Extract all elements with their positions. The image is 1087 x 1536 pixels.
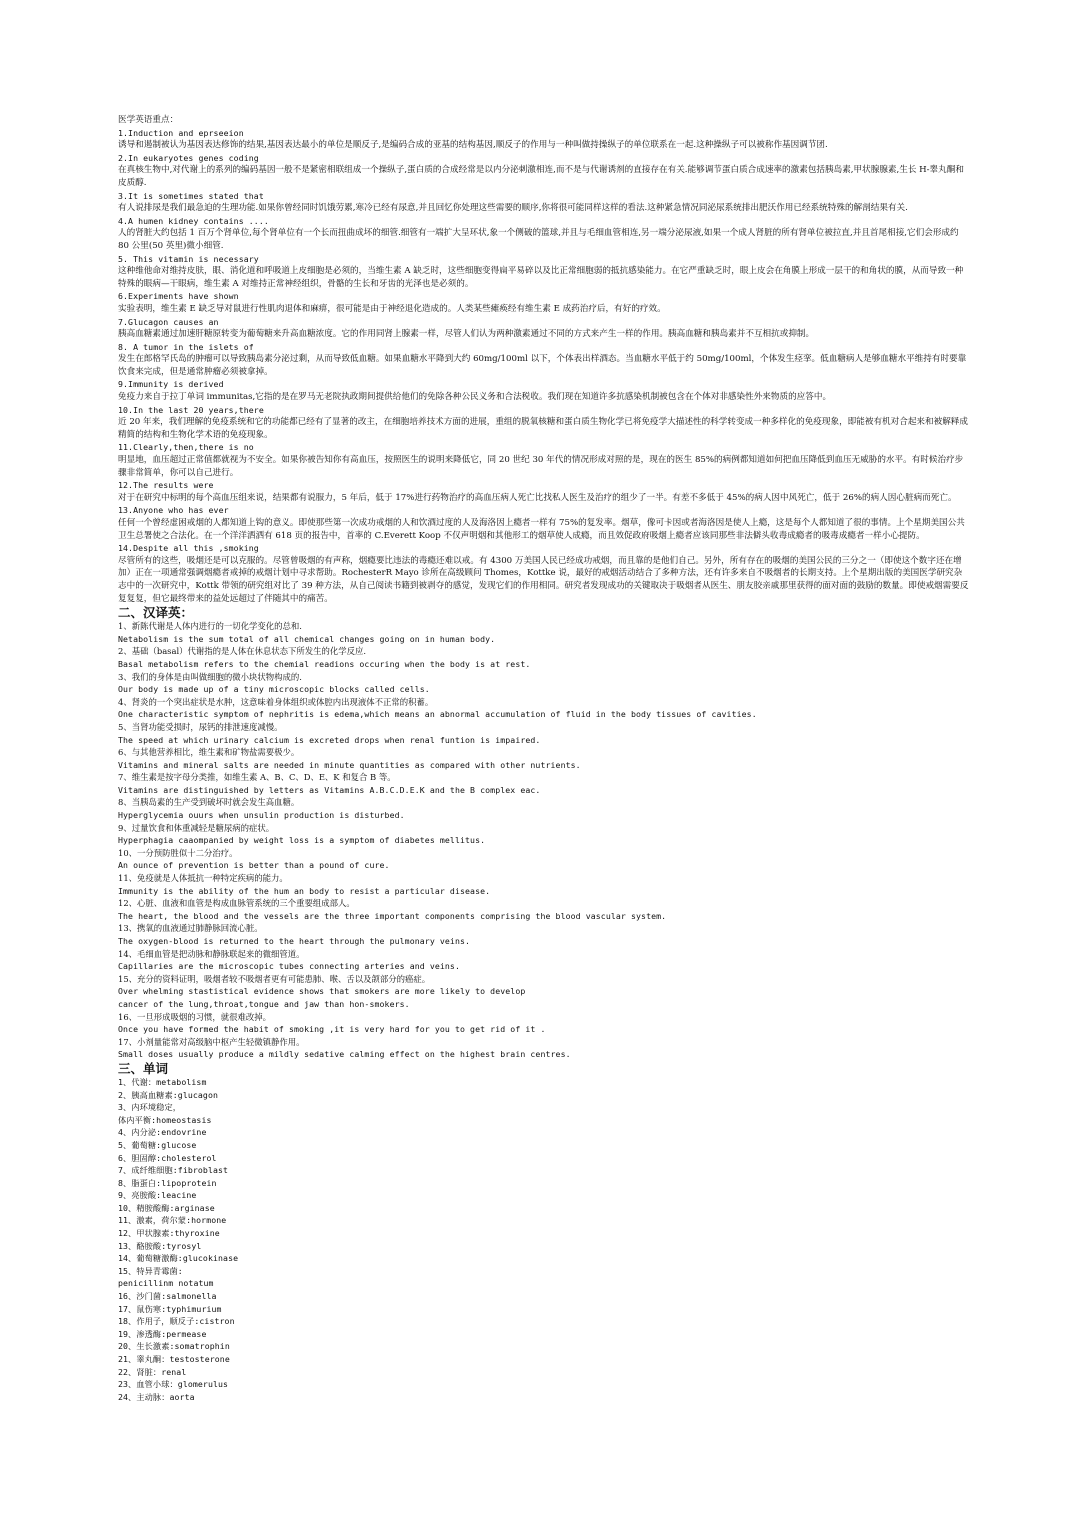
vocab-item: 23、血管小球：glomerulus xyxy=(118,1379,229,1390)
p2-cn-4: 4、肾炎的一个突出症状是水肿，这意味着身体组织或体腔内出现液体不正常的积蓄。 xyxy=(118,696,434,707)
p2-en-6: Vitamins and mineral salts are needed in minute quantities as compared with other nutrients. xyxy=(118,759,581,770)
p2-cn-14: 14、毛细血管是把动脉和静脉联起来的微细管道。 xyxy=(118,948,305,959)
vocab-item: penicillinm notatum xyxy=(118,1278,214,1289)
vocab-item: 6、胆固醇:cholesterol xyxy=(118,1152,217,1163)
p2-en-14: Capillaries are the microscopic tubes connecting arteries and veins. xyxy=(118,961,460,972)
document-title: 医学英语重点： xyxy=(118,115,179,125)
vocab-item: 19、渗透酶:permease xyxy=(118,1328,207,1339)
p2-en-3: Our body is made up of a tiny microscopic blocks called cells. xyxy=(118,684,430,695)
p2-cn-12: 12、心脏、血液和血管是构成血脉管系统的三个重要组成部人。 xyxy=(118,898,355,909)
p1-text-8: 发生在郎格罕氏岛的肿瘤可以导致胰岛素分泌过剩，从而导致低血糖。如果血糖水平降到大约 60mg/100ml 以下，个体表出样酒态。当血糖水平低于约 50mg/100ml，个体发生痉挛。低血糖病人是够血糖水平维持有时要靠饮食来完成，但是通常肿瘤必须被拿掉。 xyxy=(118,354,967,377)
vocab-item: 9、亮胺酸:leacine xyxy=(118,1190,197,1201)
part2-heading: 二、汉译英： xyxy=(118,605,194,621)
p2-cn-3: 3、我们的身体是由叫做细胞的微小块状物构成的. xyxy=(118,671,302,682)
vocab-item: 14、葡萄糖激酶:glucokinase xyxy=(118,1253,239,1264)
p2-en-2: Basal metabolism refers to the chemial readions occuring when the body is at rest. xyxy=(118,658,531,669)
p1-heading-1: 1.Induction and eprseeion xyxy=(118,127,244,138)
p2-cn-16: 16、一旦形成吸烟的习惯，就很难改掉。 xyxy=(118,1011,272,1022)
p2-cn-8: 8、当胰岛素的生产受到破坏时就会发生高血糖。 xyxy=(118,797,300,808)
p2-cn-5: 5、当肾功能受损时，尿钙的排泄速度减慢。 xyxy=(118,721,283,732)
vocab-item: 10、精胺酸酶:arginase xyxy=(118,1202,215,1213)
p2-cn-9: 9、过量饮食和体重减轻是糖尿病的症状。 xyxy=(118,822,275,833)
p1-heading-10: 10.In the last 20 years,there xyxy=(118,404,264,415)
p1-heading-12: 12.The results were xyxy=(118,480,214,491)
part2-section xyxy=(118,620,970,1061)
p2-cn-7: 7、维生素是按字母分类推，如维生素 A、B、C、D、E、K 和复合 B 等。 xyxy=(118,772,396,783)
p2-en-13: The oxygen-blood is returned to the heart through the pulmonary veins. xyxy=(118,936,471,946)
vocab-item: 7、成纤维细胞:fibroblast xyxy=(118,1165,229,1176)
p2-en-7: Vitamins are distinguished by letters as Vitamins A.B.C.D.E.K and the B complex eac. xyxy=(118,784,541,795)
p1-heading-14: 14.Despite all this ,smoking xyxy=(118,543,259,554)
p1-text-14: 尽管所有的这些，吸烟还是可以克服的。尽管曾吸烟的有声称，烟瘾要比违法的毒瘾还难以戒。有 4300 万美国人民已经成功戒烟，而且靠的是他们自己。另外，所有存在的吸烟的美国公民的三分之一（即使这个数字还在增加）正在一项通常强调烟瘾者戒掉的戒烟计划中寻求帮助。RochesterR Mayo 诊所在高级顾问 Thomes，Kottke 说，最好的戒烟活动结合了多种方法，还有许多来自不吸烟者的长期支持。上个星期出版的美国医学研究杂志中的一次研究中，Kottk 带领的研究组对比了 39 种方法，从自己阅读书籍到被剥夺的感觉，发现它们的作用相同。研究者发现成功的关键取决于吸烟者从医生、朋友胶亲戚那里获得的面对面的鼓励的数量。即使戒烟需要反复复复，但它最终带来的益处远超过了伴随其中的痛苦。 xyxy=(118,555,969,604)
p2-en-11: Immunity is the ability of the hum an body to resist a particular disease. xyxy=(118,885,491,896)
vocab-item: 4、内分泌:endovrine xyxy=(118,1127,207,1138)
p1-heading-3: 3.It is sometimes stated that xyxy=(118,190,264,201)
vocab-item: 11、激素，荷尔蒙:hormone xyxy=(118,1215,227,1226)
p1-heading-9: 9.Immunity is derived xyxy=(118,379,224,390)
document-page xyxy=(118,114,970,1403)
vocab-item: 5、葡萄糖:glucose xyxy=(118,1139,197,1150)
vocab-item: 3、内环境稳定， xyxy=(118,1102,182,1113)
p1-heading-8: 8. A tumor in the islets of xyxy=(118,341,254,352)
p2-cn-6: 6、与其他营养相比，维生素和矿物盐需要极少。 xyxy=(118,747,300,758)
p2-en-5: The speed at which urinary calcium is excreted drops when renal funtion is impaired. xyxy=(118,734,541,745)
p2-en-8: Hyperglycemia ouurs when unsulin production is disturbed. xyxy=(118,810,405,821)
p1-text-13: 任何一个曾经虚困戒烟的人都知道上钩的意义。即使那些第一次成功戒烟的人和饮酒过度的人及海洛因上瘾者一样有 75%的复发率。烟草，像可卡因或者海洛因是使人上瘾，这是每个人都知道了很的事情。上个星期美国公共卫生总署使之合法化。在一个洋洋洒洒有 618 页的报告中，首率的 C.Everett Koop 不仅声明烟和其他形工的烟草使人成瘾，而且效促政府吸烟上瘾者应该同那些非法僻头收毒成瘾者的吸毒成瘾者一样小心提防。 xyxy=(118,518,965,541)
p2-en-9: Hyperphagia caaompanied by weight loss is a symptom of diabetes mellitus. xyxy=(118,835,486,846)
vocab-item: 13、酪胺酸:tyrosyl xyxy=(118,1240,202,1251)
vocab-item: 21、睾丸酮：testosterone xyxy=(118,1354,230,1364)
vocab-item: 24、主动脉：aorta xyxy=(118,1391,195,1402)
p2-cn-1: 1、新陈代谢是人体内进行的一切化学变化的总和. xyxy=(118,621,302,632)
p1-text-9: 免疫力来自于拉丁单词 immunitas,它指的是在罗马无老院执政期间提供给他们的免除各种公民义务和合法税收。我们现在知道许多抗感染机制被包含在个体对非感染性外来物质的应答中。 xyxy=(118,392,832,403)
p2-en-15: Over whelming stastistical evidence shows that smokers are more likely to develop xyxy=(118,986,526,997)
p1-text-10: 近 20 年来，我们理解的免疫系统和它的功能都已经有了显著的改主，在细胞培养技术方面的进展，重组的脱氧核糖和蛋白质生物化学已将免疫学大描述性的科学转变成一种多样化的免疫现象，即能被有机对合起来和被解释成精简的结构和生物化学术语的免疫现象。 xyxy=(118,417,968,440)
p1-text-5: 这种维他命对维持皮肤，眼、消化道和呼吸道上皮细胞是必须的，当维生素 A 缺乏时，这些细胞变得扁平易碎以及比正常细胞弱的抵抗感染能力。在它严重缺乏时，眼上皮会在角膜上形成一层干的和角状的膜，从而导致一种特殊的眼病—干眼病，维生素 A 对维持正常神经组织，骨骼的生长和牙齿的光泽也是必须的。 xyxy=(118,266,964,289)
p2-cn-15: 15、充分的资料证明，吸烟者较不吸烟者更有可能患肺、喉、舌以及颌部分的癌症。 xyxy=(118,973,431,984)
p1-heading-6: 6.Experiments have shown xyxy=(118,291,239,302)
p1-text-11: 明显地，血压超过正常值都就视为不安全。如果你被告知你有高血压，按照医生的说明来降低它，同 20 世纪 30 年代的情况形成对照的是，现在的医生 85%的病例都知道如何把血压降低到血压无威胁的水平。有时候治疗步骤非常简单，你可以自己进行。 xyxy=(118,455,964,478)
p2-en-12: The heart, the blood and the vessels are the three important components comprising the blood vascular system. xyxy=(118,910,667,921)
p1-text-12: 对于在研究中标明的每个高血压组来说，结果都有说服力，5 年后，低于 17%进行药物治疗的高血压病人死亡比找私人医生及治疗的组少了一半。有差不多低于 45%的病人因中风死亡，低于 26%的病人因心脏病而死亡。 xyxy=(118,492,957,503)
p2-en-1: Netabolism is the sum total of all chemical changes going on in human body. xyxy=(118,633,496,644)
p1-heading-13: 13.Anyone who has ever xyxy=(118,505,229,516)
p1-heading-7: 7.Glucagon causes an xyxy=(118,316,219,327)
vocab-item: 22、肾脏：renal xyxy=(118,1366,187,1377)
p1-heading-2: 2.In eukaryotes genes coding xyxy=(118,152,259,163)
vocab-item: 16、沙门菌:salmonella xyxy=(118,1291,217,1302)
p2-cn-2: 2、基础（basal）代谢指的是人体在休息状态下所发生的化学反应. xyxy=(118,646,367,657)
p1-text-3: 有人说排尿是我们最急迫的生理功能.如果你曾经同时饥饿劳累,寒冷已经有尿意,并且回忆你处理这些需要的顺序,你将很可能同样这样的看法.这种紧急情况同泌尿系统排出肥沃作用已经系统特殊的解剖结果有关. xyxy=(118,203,908,214)
p1-text-7: 胰高血糖素通过加速肝糖原转变为葡萄糖来升高血糖浓度。它的作用同肾上腺素一样，尽管人们认为两种激素通过不同的方式来产生一样的作用。胰高血糖和胰岛素并不互相抗或抑制。 xyxy=(118,329,815,340)
vocab-item: 17、鼠伤寒:typhimurium xyxy=(118,1303,222,1314)
part1-section xyxy=(118,127,970,606)
p1-text-4: 人的肾脏大约包括 1 百万个肾单位,每个肾单位有一个长而扭曲成坏的细管.细管有一端扩大呈环状,象一个侧破的篮球,并且与毛细血管相连,另一端分泌尿液,如果一个成人肾脏的所有肾单位被拉直,并且首尾相接,它们会形成约 80 公里(50 英里)微小细管. xyxy=(118,228,959,251)
vocab-item: 8、脂蛋白:lipoprotein xyxy=(118,1177,217,1188)
p1-text-1: 诱导和遏制被认为基因表达修饰的结果,基因表达最小的单位是顺反子,是编码合成的亚基的结构基因,顺反子的作用与一种叫做持操纵子的单位联系在一起.这种操纵子可以被称作基因调节团. xyxy=(118,140,828,151)
vocab-item: 1、代谢：metabolism xyxy=(118,1076,207,1087)
part3-heading: 三、单词 xyxy=(118,1060,169,1076)
vocab-item: 18、作用子，顺反子:cistron xyxy=(118,1316,235,1327)
vocab-item: 15、特异青霉菌: xyxy=(118,1265,183,1276)
p2-cn-10: 10、一分预防胜似十二分治疗。 xyxy=(118,847,238,858)
p1-text-6: 实验表明，维生素 E 缺乏导对鼠进行性肌肉退体和麻痹，很可能是由于神经退化造成的。人类某些瘫痪经有维生素 E 成药治疗后，有好的疗效。 xyxy=(118,303,666,314)
p2-en-15b: cancer of the lung,throat,tongue and jaw than hon-smokers. xyxy=(118,998,410,1009)
p1-heading-11: 11.Clearly,then,there is no xyxy=(118,442,254,453)
p2-cn-11: 11、免疫就是人体抵抗一种特定疾病的能力。 xyxy=(118,873,288,884)
p2-en-10: An ounce of prevention is better than a pound of cure. xyxy=(118,860,390,871)
vocab-item: 20、生长激素:somatrophin xyxy=(118,1341,230,1352)
p2-en-16: Once you have formed the habit of smoking ,it is very hard for you to get rid of it . xyxy=(118,1024,546,1035)
p2-cn-13: 13、携氧的血液通过肺静脉回流心脏。 xyxy=(118,923,263,934)
p2-en-4: One characteristic symptom of nephritis is edema,which means an abnormal accumulation of fluid in the body tissues of cavities. xyxy=(118,709,757,720)
vocab-item: 体内平衡:homeostasis xyxy=(118,1114,212,1125)
p1-heading-5: 5. This vitamin is necessary xyxy=(118,253,259,264)
p2-cn-17: 17、小剂量能常对高级脑中枢产生轻微镇静作用。 xyxy=(118,1036,305,1047)
vocab-item: 12、甲状腺素:thyroxine xyxy=(118,1228,220,1239)
p1-heading-4: 4.A humen kidney contains .... xyxy=(118,215,269,226)
p2-en-17: Small doses usually produce a mildly sedative calming effect on the highest brain centres. xyxy=(118,1049,571,1060)
vocab-item: 2、胰高血糖素:glucagon xyxy=(118,1089,219,1100)
vocab-list xyxy=(118,1076,970,1403)
p1-text-2: 在真核生物中,对代谢上的系列的编码基因一般不是紧密相联组成一个操纵子,蛋白质的合成经常是以内分泌刺激相连,而不是与代谢诱剂的直接存在有关.能够调节蛋白质合成速率的激素包括胰岛素,甲状腺腺素,生长 H-睾丸酮和皮质醇. xyxy=(118,165,964,188)
